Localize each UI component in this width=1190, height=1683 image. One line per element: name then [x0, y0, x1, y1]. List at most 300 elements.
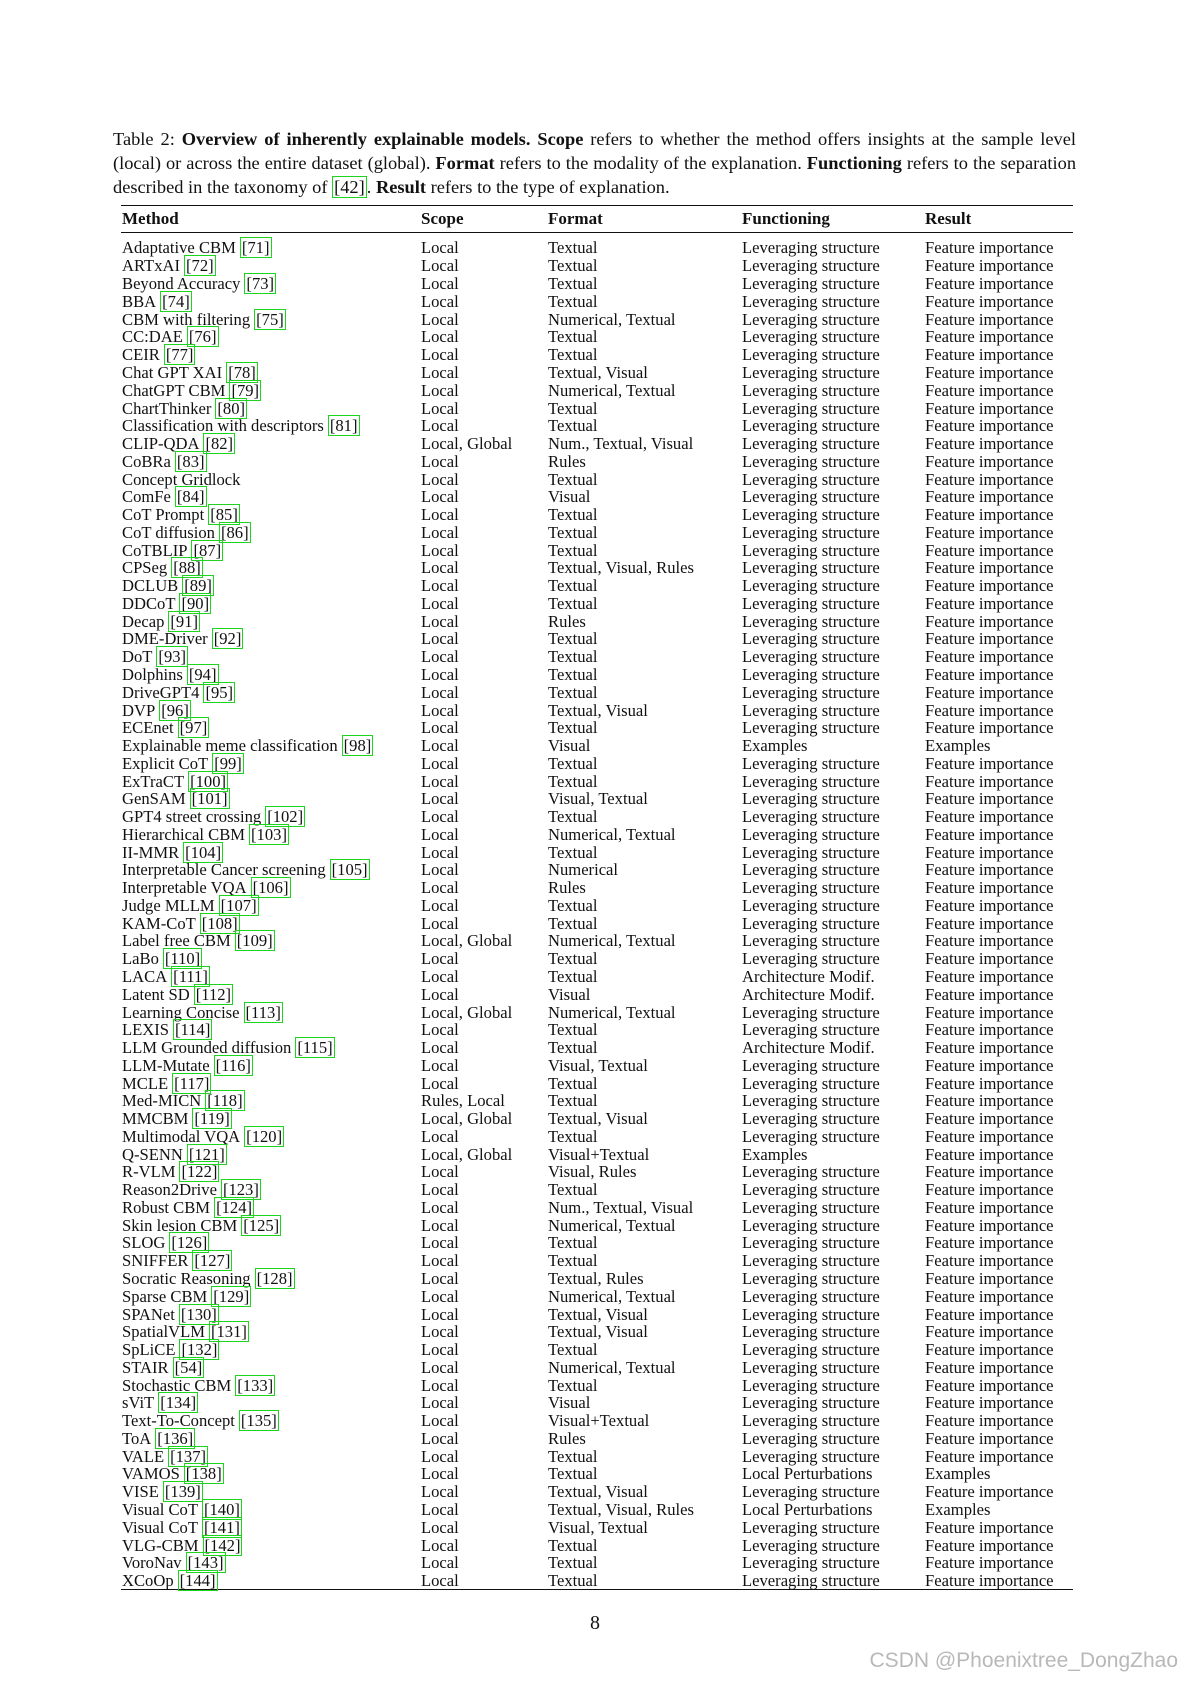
- functioning-cell: Leveraging structure: [742, 1180, 880, 1200]
- method-name: CoBRa: [122, 451, 171, 471]
- citation-link[interactable]: [75]: [256, 309, 284, 329]
- result-cell: Feature importance: [925, 771, 1054, 791]
- citation-link[interactable]: [90]: [181, 593, 210, 613]
- caption-scope-term: Scope: [537, 129, 584, 149]
- method-name: ExTraCT: [122, 771, 185, 791]
- method-cell: [121, 683, 420, 701]
- scope-cell: Local: [421, 1482, 459, 1502]
- citation-link[interactable]: [132]: [181, 1340, 218, 1360]
- citation-link[interactable]: [109]: [236, 931, 273, 951]
- table-row: [121, 879, 1073, 897]
- functioning-cell: Leveraging structure: [742, 522, 880, 542]
- scope-cell: Local: [421, 1553, 459, 1573]
- table-row: [121, 1518, 1073, 1536]
- result-cell: Examples: [925, 1499, 991, 1519]
- result-cell: Feature importance: [925, 1357, 1054, 1377]
- functioning-cell: Leveraging structure: [742, 700, 880, 720]
- method-name: ARTxAI: [122, 256, 180, 276]
- citation-link[interactable]: [80]: [217, 398, 246, 418]
- table-row: [121, 1501, 1073, 1519]
- scope-cell: Local: [421, 1322, 459, 1342]
- column-header-result: Result: [925, 209, 972, 228]
- scope-cell: Local: [421, 736, 459, 756]
- format-cell: Textual: [548, 416, 598, 436]
- citation-link[interactable]: [137]: [170, 1446, 207, 1466]
- method-cell: [121, 737, 420, 755]
- method-name: STAIR: [122, 1357, 169, 1377]
- method-name: R-VLM: [122, 1162, 176, 1182]
- functioning-cell: Leveraging structure: [742, 647, 880, 667]
- result-cell: Feature importance: [925, 256, 1054, 276]
- table-row: [121, 595, 1073, 613]
- functioning-cell: Leveraging structure: [742, 291, 880, 311]
- citation-link[interactable]: [142]: [204, 1535, 241, 1555]
- result-cell: Feature importance: [925, 238, 1054, 257]
- citation-link[interactable]: [96]: [161, 700, 189, 720]
- method-cell: [121, 595, 420, 613]
- result-cell: Feature importance: [925, 469, 1054, 489]
- method-cell: [121, 310, 420, 328]
- column-header-method: Method: [122, 209, 179, 228]
- method-cell: [121, 257, 420, 275]
- format-cell: Textual, Rules: [548, 1269, 644, 1289]
- scope-cell: Local, Global: [421, 1002, 513, 1022]
- functioning-cell: Leveraging structure: [742, 1428, 880, 1448]
- result-cell: Feature importance: [925, 1126, 1054, 1146]
- scope-cell: Local: [421, 1180, 459, 1200]
- method-name: SPANet: [122, 1304, 175, 1324]
- scope-cell: Local: [421, 1464, 459, 1484]
- citation-link[interactable]: [98]: [343, 736, 372, 756]
- method-name: LLM Grounded diffusion: [122, 1038, 292, 1058]
- format-cell: Textual: [548, 718, 598, 738]
- citation-link[interactable]: [93]: [158, 647, 187, 667]
- functioning-cell: Leveraging structure: [742, 1109, 880, 1129]
- caption-functioning-text: refers to the separation described in the taxonomy of: [113, 153, 1077, 197]
- citation-link[interactable]: [124]: [216, 1197, 253, 1217]
- scope-cell: Local: [421, 274, 459, 294]
- functioning-cell: Leveraging structure: [742, 1020, 880, 1040]
- format-cell: Numerical, Textual: [548, 931, 676, 951]
- format-cell: Textual: [548, 1446, 598, 1466]
- scope-cell: Local: [421, 1411, 459, 1431]
- method-cell: [121, 1554, 420, 1572]
- result-cell: Feature importance: [925, 1269, 1054, 1289]
- method-cell: [121, 541, 420, 559]
- citation-link[interactable]: [91]: [170, 611, 199, 631]
- table-row: [121, 1447, 1073, 1465]
- method-cell: [121, 612, 420, 630]
- method-name: GPT4 street crossing: [122, 807, 262, 827]
- table-row: [121, 1412, 1073, 1430]
- scope-cell: Local: [421, 878, 459, 898]
- functioning-cell: Leveraging structure: [742, 1553, 880, 1573]
- format-cell: Rules: [548, 878, 586, 898]
- scope-cell: Local: [421, 1446, 459, 1466]
- method-name: Dolphins: [122, 664, 183, 684]
- format-cell: Textual: [548, 505, 598, 525]
- citation-link[interactable]: [133]: [237, 1375, 274, 1395]
- functioning-cell: Leveraging structure: [742, 345, 880, 365]
- method-name: VoroNav: [122, 1553, 182, 1573]
- table-row: [121, 488, 1073, 506]
- scope-cell: Local: [421, 327, 459, 347]
- format-cell: Visual, Textual: [548, 789, 648, 809]
- result-cell: Feature importance: [925, 824, 1054, 844]
- citation-link[interactable]: [119]: [194, 1109, 230, 1129]
- scope-cell: Local: [421, 1357, 459, 1377]
- format-cell: Visual+Textual: [548, 1411, 650, 1431]
- citation-link[interactable]: [81]: [329, 416, 358, 436]
- table-row: [121, 399, 1073, 417]
- citation-link[interactable]: [108]: [201, 913, 238, 933]
- scope-cell: Local: [421, 1269, 459, 1289]
- citation-link[interactable]: [84]: [176, 487, 205, 507]
- scope-cell: Local: [421, 1304, 459, 1324]
- result-cell: Feature importance: [925, 753, 1054, 773]
- format-cell: Visual: [548, 984, 591, 1004]
- citation-link[interactable]: [99]: [214, 753, 242, 773]
- method-cell: [121, 790, 420, 808]
- table-row: [121, 1394, 1073, 1412]
- citation-link[interactable]: [77]: [165, 345, 194, 365]
- citation-link[interactable]: [127]: [194, 1251, 231, 1271]
- method-cell: [121, 275, 420, 293]
- citation-link[interactable]: [102]: [267, 807, 304, 827]
- result-cell: Feature importance: [925, 505, 1054, 525]
- citation-link[interactable]: [136]: [157, 1428, 194, 1448]
- citation-link[interactable]: [141]: [203, 1517, 240, 1537]
- citation-link[interactable]: [101]: [191, 789, 228, 809]
- method-name: Decap: [122, 611, 165, 631]
- citation-link[interactable]: [113]: [245, 1002, 281, 1022]
- citation-link[interactable]: [128]: [256, 1269, 293, 1289]
- citation-link[interactable]: [76]: [188, 327, 217, 347]
- format-cell: Num., Textual, Visual: [548, 434, 694, 454]
- citation-link[interactable]: [131]: [210, 1322, 247, 1342]
- format-cell: Numerical, Textual: [548, 1286, 676, 1306]
- citation-link[interactable]: [130]: [180, 1304, 217, 1324]
- citation-link[interactable]: [103]: [251, 824, 287, 844]
- citation-link[interactable]: [92]: [213, 629, 242, 649]
- scope-cell: Local: [421, 967, 459, 986]
- table-row: [121, 666, 1073, 684]
- method-name: Text-To-Concept: [122, 1411, 235, 1431]
- table-row: [121, 612, 1073, 630]
- result-cell: Feature importance: [925, 434, 1054, 454]
- method-name: VISE: [122, 1482, 159, 1502]
- citation-link[interactable]: [78]: [228, 362, 256, 382]
- result-cell: Feature importance: [925, 1180, 1054, 1200]
- citation-link[interactable]: [134]: [160, 1393, 197, 1413]
- method-name: CPSeg: [122, 558, 168, 578]
- citation-link[interactable]: [144]: [179, 1571, 216, 1591]
- caption-format-term: Format: [435, 153, 495, 173]
- method-cell: [121, 452, 420, 470]
- method-cell: [121, 648, 420, 666]
- table-row: [121, 950, 1073, 968]
- method-name: CBM with filtering: [122, 309, 251, 329]
- citation-link[interactable]: [123]: [222, 1180, 259, 1200]
- result-cell: Feature importance: [925, 593, 1054, 613]
- result-cell: Feature importance: [925, 1286, 1054, 1306]
- functioning-cell: Leveraging structure: [742, 576, 880, 596]
- scope-cell: Local: [421, 522, 459, 542]
- method-cell: [121, 233, 420, 258]
- table-row: [121, 559, 1073, 577]
- citation-link[interactable]: [115]: [297, 1038, 333, 1058]
- citation-link[interactable]: [85]: [210, 505, 238, 525]
- format-cell: Visual, Textual: [548, 1517, 648, 1537]
- method-cell: [121, 381, 420, 399]
- method-cell: [121, 1199, 420, 1217]
- format-cell: Textual: [548, 1126, 598, 1146]
- functioning-cell: Leveraging structure: [742, 1322, 880, 1342]
- method-cell: [121, 1074, 420, 1092]
- format-cell: Numerical, Textual: [548, 824, 676, 844]
- result-cell: Feature importance: [925, 1304, 1054, 1324]
- result-cell: Feature importance: [925, 1038, 1054, 1058]
- citation-link[interactable]: [72]: [186, 256, 214, 276]
- method-name: Robust CBM: [122, 1197, 211, 1217]
- scope-cell: Local: [421, 1251, 459, 1271]
- citation-link[interactable]: [111]: [173, 967, 208, 986]
- citation-link[interactable]: [107]: [220, 895, 257, 915]
- format-cell: Textual, Visual: [548, 1109, 648, 1129]
- scope-cell: Local: [421, 309, 459, 329]
- result-cell: Feature importance: [925, 700, 1054, 720]
- caption-citation-link[interactable]: [42]: [334, 177, 365, 197]
- result-cell: Feature importance: [925, 1446, 1054, 1466]
- result-cell: Feature importance: [925, 1002, 1054, 1022]
- method-cell: [121, 1110, 420, 1128]
- table-row: [121, 808, 1073, 826]
- citation-link[interactable]: [87]: [193, 540, 222, 560]
- format-cell: Textual: [548, 913, 598, 933]
- result-cell: Feature importance: [925, 540, 1054, 560]
- models-table: [121, 205, 1073, 1590]
- method-name: CEIR: [122, 345, 160, 365]
- citation-link[interactable]: [140]: [203, 1499, 240, 1519]
- method-cell: [121, 1447, 420, 1465]
- functioning-cell: Leveraging structure: [742, 309, 880, 329]
- result-cell: Feature importance: [925, 984, 1054, 1004]
- table-row: [121, 1430, 1073, 1448]
- citation-link[interactable]: [116]: [215, 1055, 251, 1075]
- citation-link[interactable]: [117]: [174, 1073, 210, 1093]
- functioning-cell: Leveraging structure: [742, 629, 880, 649]
- citation-link[interactable]: [86]: [220, 522, 249, 542]
- functioning-cell: Leveraging structure: [742, 1393, 880, 1413]
- table-row: [121, 968, 1073, 986]
- result-cell: Feature importance: [925, 362, 1054, 382]
- citation-link[interactable]: [126]: [171, 1233, 208, 1253]
- table-row: [121, 1074, 1073, 1092]
- method-cell: [121, 1216, 420, 1234]
- format-cell: Textual: [548, 1571, 598, 1591]
- citation-link[interactable]: [79]: [231, 380, 260, 400]
- citation-link[interactable]: [105]: [331, 860, 368, 880]
- format-cell: Textual: [548, 1553, 598, 1573]
- table-row: [121, 826, 1073, 844]
- citation-link[interactable]: [110]: [164, 949, 201, 969]
- citation-link[interactable]: [94]: [188, 664, 217, 684]
- method-name: MCLE: [122, 1073, 169, 1093]
- citation-link[interactable]: [74]: [162, 291, 190, 311]
- format-cell: Numerical, Textual: [548, 1357, 676, 1377]
- functioning-cell: Architecture Modif.: [742, 967, 875, 986]
- functioning-cell: Leveraging structure: [742, 487, 880, 507]
- functioning-cell: Leveraging structure: [742, 842, 880, 862]
- method-name: VAMOS: [122, 1464, 180, 1484]
- method-name: Beyond Accuracy: [122, 274, 241, 294]
- method-name: CLIP-QDA: [122, 434, 200, 454]
- table-row: [121, 293, 1073, 311]
- column-header-scope: Scope: [421, 209, 464, 228]
- method-cell: [121, 577, 420, 595]
- method-name: Latent SD: [122, 984, 190, 1004]
- method-name: SNIFFER: [122, 1251, 189, 1271]
- method-name: Sparse CBM: [122, 1286, 208, 1306]
- citation-link[interactable]: [106]: [252, 878, 289, 898]
- citation-link[interactable]: [139]: [164, 1482, 201, 1502]
- scope-cell: Local, Global: [421, 931, 513, 951]
- result-cell: Feature importance: [925, 487, 1054, 507]
- method-cell: [121, 523, 420, 541]
- functioning-cell: Leveraging structure: [742, 878, 880, 898]
- citation-link[interactable]: [125]: [243, 1215, 280, 1235]
- format-cell: Textual, Visual, Rules: [548, 558, 694, 578]
- functioning-cell: Leveraging structure: [742, 1304, 880, 1324]
- method-cell: [121, 666, 420, 684]
- format-cell: Textual: [548, 807, 598, 827]
- citation-link[interactable]: [138]: [185, 1464, 222, 1484]
- method-name: CC:DAE: [122, 327, 183, 347]
- format-cell: Textual, Visual: [548, 1304, 648, 1324]
- format-cell: Numerical, Textual: [548, 1215, 676, 1235]
- table-body: [121, 233, 1073, 1590]
- table-row: [121, 364, 1073, 382]
- format-cell: Num., Textual, Visual: [548, 1197, 694, 1217]
- table-row: [121, 1216, 1073, 1234]
- citation-link[interactable]: [129]: [213, 1286, 250, 1306]
- method-name: Classification with descriptors: [122, 416, 324, 436]
- functioning-cell: Leveraging structure: [742, 1571, 880, 1591]
- scope-cell: Local: [421, 1020, 459, 1040]
- table-caption: [113, 127, 1076, 199]
- method-name: DriveGPT4: [122, 682, 200, 702]
- citation-link[interactable]: [121]: [188, 1144, 225, 1164]
- citation-link[interactable]: [114]: [175, 1020, 211, 1040]
- citation-link[interactable]: [100]: [190, 771, 227, 791]
- citation-link[interactable]: [54]: [174, 1357, 203, 1377]
- format-cell: Textual: [548, 1091, 598, 1111]
- citation-link[interactable]: [82]: [205, 434, 234, 454]
- method-name: ECEnet: [122, 718, 174, 738]
- citation-link[interactable]: [120]: [246, 1126, 283, 1146]
- table-row: [121, 275, 1073, 293]
- result-cell: Feature importance: [925, 789, 1054, 809]
- format-cell: Visual+Textual: [548, 1144, 650, 1164]
- method-name: Stochastic CBM: [122, 1375, 232, 1395]
- citation-link[interactable]: [143]: [187, 1553, 224, 1573]
- format-cell: Numerical: [548, 860, 619, 880]
- citation-link[interactable]: [112]: [195, 984, 232, 1004]
- format-cell: Textual: [548, 967, 598, 986]
- scope-cell: Local: [421, 718, 459, 738]
- result-cell: Feature importance: [925, 1571, 1054, 1591]
- functioning-cell: Leveraging structure: [742, 398, 880, 418]
- method-name: CoT Prompt: [122, 505, 205, 525]
- scope-cell: Local: [421, 1055, 459, 1075]
- method-cell: [121, 843, 420, 861]
- method-name: LACA: [122, 967, 168, 986]
- citation-link[interactable]: [88]: [173, 558, 201, 578]
- functioning-cell: Leveraging structure: [742, 434, 880, 454]
- functioning-cell: Leveraging structure: [742, 1411, 880, 1431]
- format-cell: Numerical, Textual: [548, 309, 676, 329]
- table-row: [121, 914, 1073, 932]
- method-name: DDCoT: [122, 593, 176, 613]
- citation-link[interactable]: [71]: [241, 238, 270, 257]
- table-row: [121, 1358, 1073, 1376]
- method-name: ToA: [122, 1428, 152, 1448]
- method-cell: [121, 1323, 420, 1341]
- result-cell: Feature importance: [925, 1517, 1054, 1537]
- scope-cell: Local: [421, 1215, 459, 1235]
- scope-cell: Local: [421, 469, 459, 489]
- method-cell: [121, 1394, 420, 1412]
- result-cell: Feature importance: [925, 558, 1054, 578]
- format-cell: Textual: [548, 1251, 598, 1271]
- citation-link[interactable]: [97]: [179, 718, 208, 738]
- citation-link[interactable]: [135]: [240, 1411, 277, 1431]
- citation-link[interactable]: [83]: [176, 451, 205, 471]
- citation-link[interactable]: [89]: [184, 576, 212, 596]
- table-row: [121, 1483, 1073, 1501]
- citation-link[interactable]: [118]: [207, 1091, 243, 1111]
- citation-link[interactable]: [73]: [246, 274, 275, 294]
- table-row: [121, 1181, 1073, 1199]
- method-name: Learning Concise: [122, 1002, 240, 1022]
- method-cell: [121, 772, 420, 790]
- functioning-cell: Leveraging structure: [742, 469, 880, 489]
- method-name: ChartThinker: [122, 398, 212, 418]
- citation-link[interactable]: [122]: [181, 1162, 218, 1182]
- method-name: Judge MLLM: [122, 895, 215, 915]
- table-row: [121, 506, 1073, 524]
- method-cell: [121, 897, 420, 915]
- method-name: Adaptative CBM: [122, 238, 236, 257]
- method-cell: [121, 1412, 420, 1430]
- scope-cell: Local: [421, 593, 459, 613]
- functioning-cell: Leveraging structure: [742, 238, 880, 257]
- citation-link[interactable]: [104]: [185, 842, 222, 862]
- functioning-cell: Leveraging structure: [742, 1002, 880, 1022]
- functioning-cell: Leveraging structure: [742, 505, 880, 525]
- method-name: Label free CBM: [122, 931, 231, 951]
- result-cell: Feature importance: [925, 327, 1054, 347]
- table-row: [121, 985, 1073, 1003]
- citation-link[interactable]: [95]: [205, 682, 234, 702]
- functioning-cell: Leveraging structure: [742, 1357, 880, 1377]
- functioning-cell: Leveraging structure: [742, 771, 880, 791]
- result-cell: Feature importance: [925, 398, 1054, 418]
- method-cell: [121, 1518, 420, 1536]
- column-header-format: Format: [548, 209, 603, 228]
- result-cell: Feature importance: [925, 629, 1054, 649]
- table-row: [121, 435, 1073, 453]
